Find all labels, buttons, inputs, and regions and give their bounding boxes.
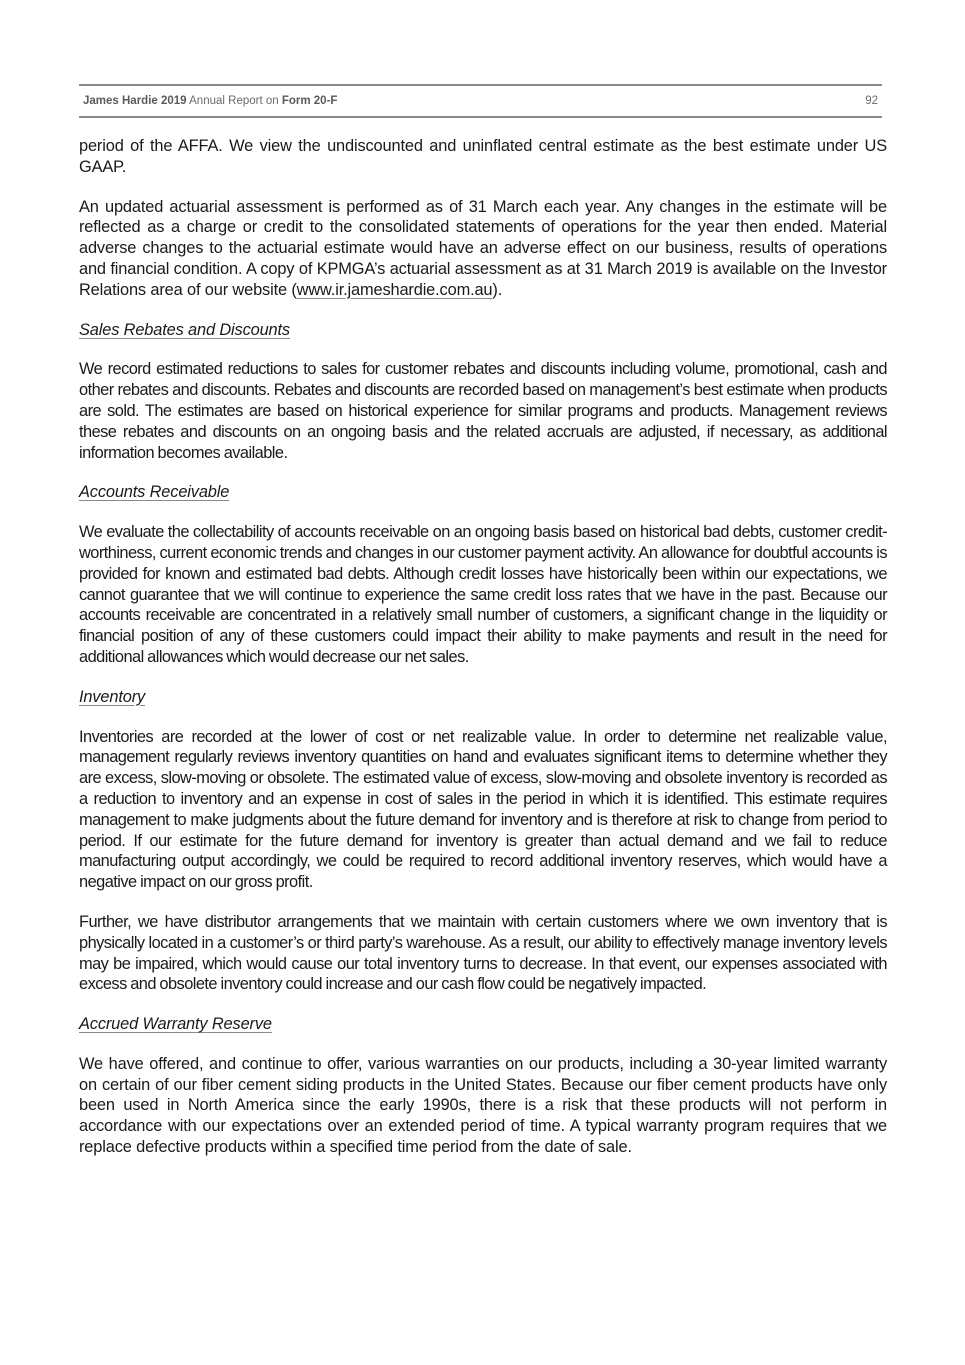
section-heading-accounts-receivable xyxy=(79,482,887,503)
report-title-middle: Annual Report on xyxy=(186,95,282,107)
intro-paragraph-2-end: ). xyxy=(492,280,503,299)
page-number: 92 xyxy=(865,95,878,107)
sales-rebates-paragraph: We record estimated reductions to sales for customer rebates and discounts including volume, promotional, cash and other rebates and discounts. Rebates and discounts are recorded based on management’s best estimate when products are sold. The estimates are based on historical experience for similar programs and products. Management reviews these rebates and discounts on an ongoing basis and the related accruals are adjusted, if necessary, as additional information becomes available. xyxy=(79,360,887,462)
accounts-receivable-heading-text: Accounts Receivable xyxy=(79,483,230,502)
section-heading-inventory xyxy=(79,687,887,708)
warranty-paragraph: We have offered, and continue to offer, various warranties on our products, including a 30-year limited warranty on certain of our fiber cement siding products in the United States. Because our fiber cement products have only been used in North America since the early 1990s, there is a risk that these products will not perform in accordance with our expectations over an extended period of time. A typical warranty program requires that we replace defective products within a specified time period from the date of sale. xyxy=(79,1054,887,1157)
header-bottom-rule xyxy=(79,116,882,118)
intro-paragraph-1: period of the AFFA. We view the undiscounted and uninflated central estimate as the best estimate under US GAAP. xyxy=(79,137,887,176)
accounts-receivable-paragraph: We evaluate the collectability of accounts receivable on an ongoing basis based on historical bad debts, customer credit-worthiness, current economic trends and changes in our customer payment activity. An allowance for doubtful accounts is provided for known and estimated bad debts. Although credit losses have historically been within our expectations, we cannot guarantee that we will continue to experience the same credit loss rates that we have in the past. Because our accounts receivable are concentrated in a relatively small number of customers, a significant change in the liquidity or financial position of any of these customers could impact their ability to make payments and result in the need for additional allowances which would decrease our net sales. xyxy=(79,523,887,666)
investor-relations-link[interactable]: www.ir.jameshardie.com.au xyxy=(296,280,493,299)
section-heading-warranty xyxy=(79,1014,887,1035)
intro-paragraph-2 xyxy=(79,197,887,301)
company-name: James Hardie 2019 xyxy=(83,95,187,107)
warranty-heading-text: Accrued Warranty Reserve xyxy=(79,1015,272,1034)
header-top-rule xyxy=(79,84,882,86)
inventory-paragraph-2: Further, we have distributor arrangements that we maintain with certain customers where we own inventory that is physically located in a customer’s or third party’s warehouse. As a result, our ability to effectively manage inventory levels may be impaired, which would cause our total inventory turns to decrease. In that event, our expenses associated with excess and obsolete inventory could increase and our cash flow could be negatively impacted. xyxy=(79,912,887,994)
report-title xyxy=(83,93,337,109)
form-name: Form 20-F xyxy=(281,95,338,107)
running-header xyxy=(83,93,878,109)
inventory-heading-text: Inventory xyxy=(79,687,146,706)
sales-rebates-heading-text: Sales Rebates and Discounts xyxy=(79,320,290,339)
inventory-paragraph-1: Inventories are recorded at the lower of cost or net realizable value. In order to determine net realizable value, management regularly reviews inventory quantities on hand and evaluates significant items to determine whether they are excess, slow-moving or obsolete. The estimated value of excess, slow-moving and obsolete inventory is recorded as a reduction to inventory and an expense in cost of sales in the period in which it is identified. This estimate requires management to make judgments about the future demand for inventory and is therefore at risk to change from period to period. If our estimate for the future demand for inventory is greater than actual demand and we fail to reduce manufacturing output accordingly, we could be required to record additional inventory reserves, which would have a negative impact on our gross profit. xyxy=(79,727,887,892)
page-body xyxy=(79,136,887,1177)
section-heading-sales-rebates xyxy=(79,320,887,341)
intro-paragraph-2-text: An updated actuarial assessment is performed as of 31 March each year. Any changes in the estimate will be reflected as a charge or credit to the consolidated statements of operations for the year then ended. Material adverse changes to the actuarial estimate would have an adverse effect on our business, results of operations and financial condition. A copy of KPMGA’s actuarial assessment as at 31 March 2019 is available on the Investor Relations area of our website ( xyxy=(79,197,887,299)
